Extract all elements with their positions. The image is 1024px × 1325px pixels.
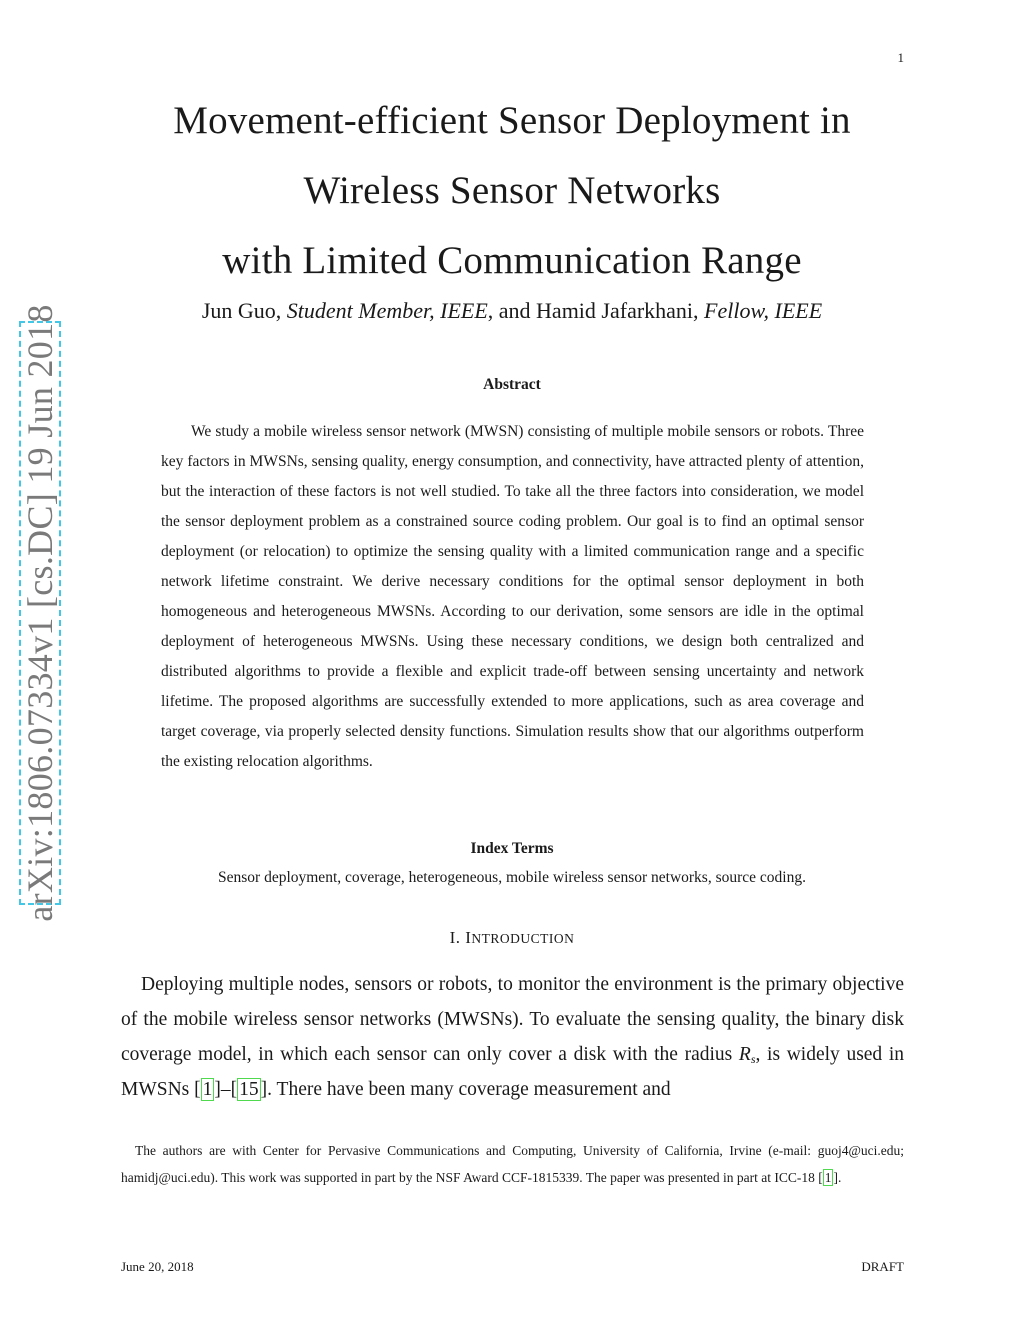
intro-text-before: Deploying multiple nodes, sensors or robots, to monitor the environment is the primary objective of the mobile wireless sensor networks (MWSNs). To evaluate the sensing quality, the binary disk coverage model, in which each sensor can only cover a disk with the radius [121, 974, 904, 1065]
footer-date: June 20, 2018 [121, 1259, 194, 1274]
page-number: 1 [897, 50, 904, 65]
abstract-body: We study a mobile wireless sensor network (MWSN) consisting of multiple mobile sensors or robots. Three key factors in MWSNs, sensing quality, energy consumption, and connectivity, have attracted plenty of attention, but the interaction of these factors is not well studied. To take all the three factors into consideration, we model the sensor deployment problem as a constrained source coding problem. Our goal is to find an optimal sensor deployment (or relocation) to optimize the sensing quality with a limited communication range and a specific network lifetime constraint. We derive necessary conditions for the optimal sensor deployment in both homogeneous and heterogeneous MWSNs. According to our derivation, some sensors are idle in the optimal deployment of heterogeneous MWSNs. Using these necessary conditions, we design both centralized and distributed algorithms to provide a flexible and explicit trade-off between sensing uncertainty and network lifetime. The proposed algorithms are successfully extended to more applications, such as area coverage and target coverage, via properly selected density functions. Simulation results show that our algorithms outperform the existing relocation algorithms. [161, 423, 864, 770]
section-number: I. [449, 928, 461, 947]
footnote-end: ]. [833, 1169, 842, 1185]
footnote [121, 1138, 904, 1191]
arxiv-stamp-text: arXiv:1806.07334v1 [cs.DC] 19 Jun 2018 [20, 304, 60, 922]
author-line [0, 298, 1024, 324]
author-1-role: Student Member, IEEE [286, 298, 488, 323]
math-symbol: R [738, 1044, 751, 1065]
citation-link-15[interactable]: 15 [239, 1079, 259, 1100]
intro-text-mid: , is widely used in MWSNs [ [121, 1044, 905, 1100]
abstract-heading: Abstract [483, 376, 541, 393]
paper-title-line-2: Wireless Sensor Networks [303, 169, 721, 212]
section-heading [0, 928, 1024, 948]
footnote-text: The authors are with Center for Pervasive Communications and Computing, University of California, Irvine (e-mail: guoj4@uci.edu; hamidj@uci.edu). This work was supported in part by the NSF Award CCF-1815339. The paper was presented in part at ICC-18 [ [121, 1143, 904, 1185]
footer-draft-label: DRAFT [861, 1259, 904, 1274]
citation-separator: ]–[ [214, 1079, 238, 1100]
math-subscript: s [750, 1052, 756, 1066]
section-title-initial: I [465, 928, 472, 947]
arxiv-stamp[interactable] [19, 304, 61, 922]
section-title-rest: NTRODUCTION [471, 931, 575, 946]
author-connector: , and [487, 298, 531, 323]
intro-text-after: ]. There have been many coverage measurement and [260, 1079, 671, 1100]
author-2-name: Hamid Jafarkhani, [536, 298, 699, 323]
paper-title-line-1: Movement-efficient Sensor Deployment in [173, 99, 851, 142]
author-2-role: Fellow, IEEE [704, 298, 823, 323]
paper-title-line-3: with Limited Communication Range [222, 239, 802, 282]
index-terms-body: Sensor deployment, coverage, heterogeneous, mobile wireless sensor networks, source coding. [218, 869, 806, 886]
author-1-name: Jun Guo, [201, 298, 282, 323]
citation-link-1[interactable]: 1 [202, 1079, 213, 1100]
footnote-citation-link[interactable]: 1 [824, 1169, 832, 1185]
introduction-paragraph [121, 967, 904, 1107]
index-terms-heading: Index Terms [470, 840, 554, 857]
